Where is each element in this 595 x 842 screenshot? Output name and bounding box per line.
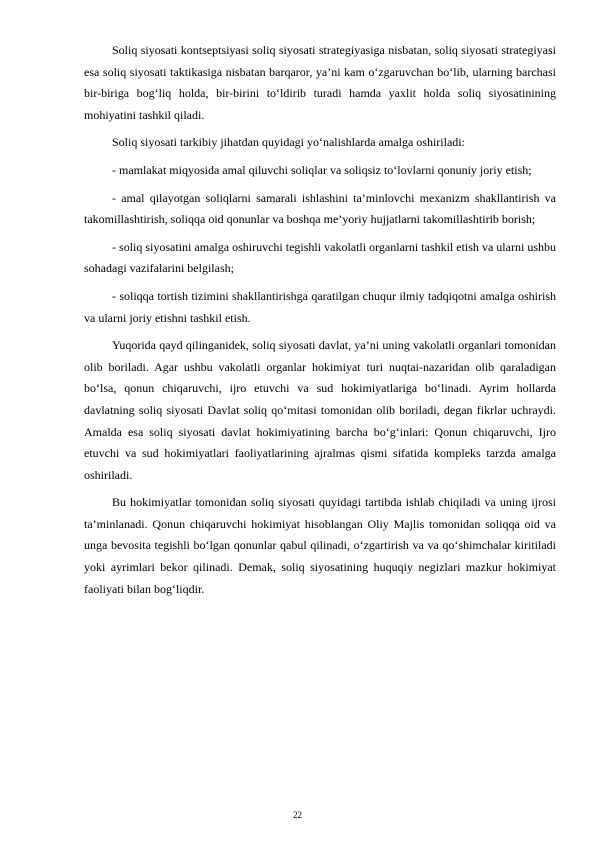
paragraph-concept: Soliq siyosati kontseptsiyasi soliq siyosati strategiyasiga nisbatan, soliq siyosati strategiyasi esa soliq siyosati taktikasiga nisbatan barqaror, ya’ni kam o‘zgaruvchan bo‘lib, ularning barchasi bir-biriga bog‘liq holda, bir-birini to‘ldirib turadi hamda yaxlit holda soliq siyosatinining mohiyatini tashkil qiladi.: [84, 43, 556, 122]
document-body: [84, 40, 556, 606]
paragraph-directions-intro: Soliq siyosati tarkibiy jihatdan quyidagi yo‘nalishlarda amalga oshiriladi:: [112, 135, 465, 150]
paragraph-authorities: Yuqorida qayd qilinganidek, soliq siyosati davlat, ya’ni uning vakolatli organlari tomonidan olib boriladi. Agar ushbu vakolatli organlar hokimiyat turi nuqtai-nazaridan olib qaraladigan bo‘lsa, qonun chiqaruvchi, ijro etuvchi va sud hokimiyatlariga bo‘linadi. Ayrim hollarda davlatning soliq siyosati Davlat soliq qo‘mitasi tomonidan olib boriladi, degan fikrlar uchraydi. Amalda esa soliq siyosati davlat hokimiyatining barcha bo‘g‘inlari: Qonun chiqaruvchi, Ijro etuvchi va sud hokimiyatlari faoliyatlarining ajralmas qismi sifatida kompleks tarzda amalga oshiriladi.: [84, 338, 556, 482]
paragraph-list-item-mechanism: - amal qilayotgan soliqlarni samarali ishlashini ta’minlovchi mexanizm shakllantirish va takomillashtirish, soliqqa oid qonunlar va boshqa me’yoriy hujjatlarni takomillashtirib borish;: [84, 190, 556, 227]
paragraph-oliy-majlis: Bu hokimiyatlar tomonidan soliq siyosati quyidagi tartibda ishlab chiqiladi va uning ijrosi ta’minlanadi. Qonun chiqaruvchi hokimiyat hisoblangan Oliy Majlis tomonidan soliqqa oid va unga bevosita tegishli bo‘lgan qonunlar qabul qilinadi, o‘zgartirish va va qo‘shimchalar kiritiladi yoki ayrimlari bekor qilinadi. Demak, soliq siyosatining huquqiy negizlari mazkur hokimiyat faoliyati bilan bog‘liqdir.: [84, 495, 556, 596]
page-number: 22: [293, 810, 302, 820]
paragraph-list-item-taxes: - mamlakat miqyosida amal qiluvchi soliqlar va soliqsiz to‘lovlarni qonuniy joriy etish;: [112, 162, 532, 177]
paragraph-list-item-organs: - soliq siyosatini amalga oshiruvchi tegishli vakolatli organlarni tashkil etish va ularni ushbu sohadagi vazifalarini belgilash;: [84, 239, 556, 276]
paragraph-list-item-research: - soliqqa tortish tizimini shakllantirishga qaratilgan chuqur ilmiy tadqiqotni amalga oshirish va ularni joriy etishni tashkil etish.: [84, 288, 556, 325]
